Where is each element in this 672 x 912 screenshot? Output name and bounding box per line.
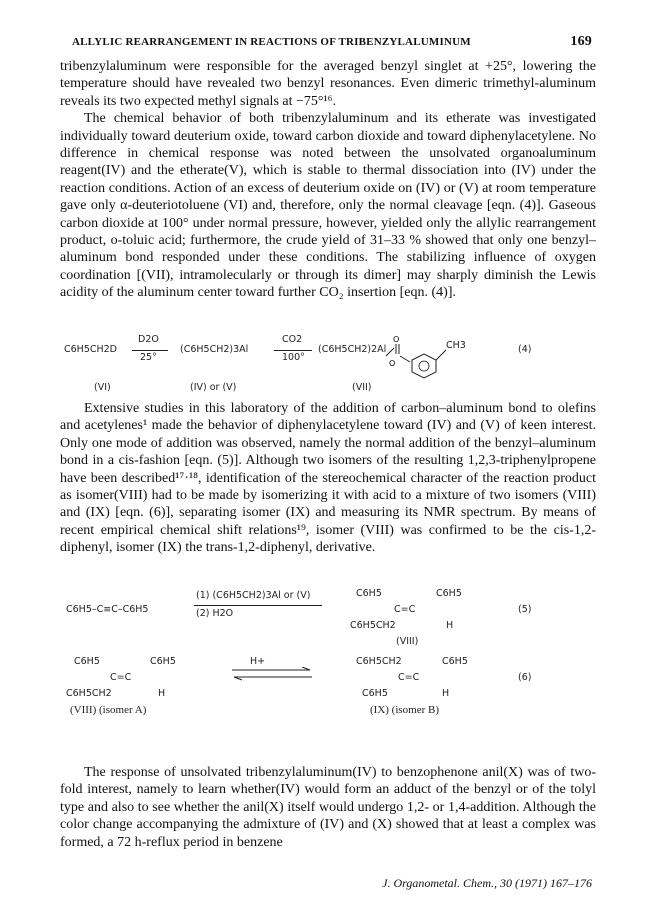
eq6-catalyst: H+ — [250, 656, 266, 667]
eq6-l-top-left: C6H5 — [74, 656, 100, 667]
eq4-reagent2-bottom: 100° — [282, 352, 305, 363]
eq4-number: (4) — [518, 344, 532, 355]
eq4-ch3: CH3 — [446, 340, 466, 351]
text-block-top — [60, 58, 596, 302]
label-viii-isomer-a: (VIII) (isomer A) — [70, 704, 147, 716]
eq4-reagent1-bottom: 25° — [140, 352, 157, 363]
eq4-reagent1-top: D2O — [138, 334, 159, 345]
eq6-r-center: C=C — [398, 672, 420, 683]
label-vii: (VII) — [352, 382, 372, 393]
text-block-bottom — [60, 764, 596, 851]
paragraph-continuation: tribenzylaluminum were responsible for the averaged benzyl singlet at +25°, lowering the temperature should have revealed two benzyl resonances. Even dimeric trimethyl-aluminum reveals its two expected methyl signals at −75°¹⁶. — [60, 59, 596, 109]
eq6-l-top-right: C6H5 — [150, 656, 176, 667]
label-vi: (VI) — [94, 382, 111, 393]
running-header — [72, 36, 592, 48]
eq5-bottom-right: H — [446, 620, 454, 631]
eq4-arrow1 — [132, 350, 168, 351]
eq6-r-top-left: C6H5CH2 — [356, 656, 402, 667]
eq5-step2: (2) H2O — [196, 608, 234, 619]
eq4-reagent2-top: CO2 — [282, 334, 303, 345]
eq6-l-bottom-left: C6H5CH2 — [66, 688, 112, 699]
eq5-top-right: C6H5 — [436, 588, 462, 599]
eq5-bottom-left: C6H5CH2 — [350, 620, 396, 631]
label-viii: (VIII) — [396, 636, 419, 647]
label-ix-isomer-b: (IX) (isomer B) — [370, 704, 440, 716]
svg-text:O: O — [389, 359, 396, 368]
eq5-left: C6H5–C≡C–C6H5 — [66, 604, 149, 615]
eq6-r-bottom-right: H — [442, 688, 450, 699]
eq6-number: (6) — [518, 672, 532, 683]
eq6-l-center: C=C — [110, 672, 132, 683]
svg-text:O: O — [393, 335, 400, 344]
eq4-arrow2 — [274, 350, 312, 351]
eq4-right: (C6H5CH2)2Al — [318, 344, 387, 355]
eq4-left: C6H5CH2D — [64, 344, 118, 355]
eq6-l-bottom-right: H — [158, 688, 166, 699]
eq4-middle: (C6H5CH2)3Al — [180, 344, 249, 355]
text-block-middle — [60, 400, 596, 557]
eq5-step1: (1) (C6H5CH2)3Al or (V) — [196, 590, 311, 601]
paragraph-benzophenone-anil: The response of unsolvated tribenzylaluminum(IV) to benzophenone anil(X) was of two-fold interest, namely to learn whether(IV) would form an adduct of the benzyl or of the tolyl type and also to see whether the anil(X) itself would undergo 1,2- or 1,4-addition. Although the color change accompanying the admixture of (IV) and (X) showed that at least a complex was formed, a 72 h-reflux period in benzene — [60, 765, 596, 850]
paragraph-chemical-behavior: The chemical behavior of both tribenzylaluminum and its etherate was investigated individually toward deuterium oxide, toward carbon dioxide and toward diphenylacetylene. No difference in chemical response was noted between the unsolvated organoaluminum reagent(IV) and the etherate(V), which is stable to thermal dissociation into (IV) under the reaction conditions. Action of an excess of deuterium oxide on (IV) or (V) at room temperature gave only α-deuteriotoluene (VI) and, therefore, only the normal cleavage [eqn. (4)]. Gaseous carbon dioxide at 100° under normal pressure, however, yielded only the allylic rearrangement product, o-toluic acid; furthermore, the crude yield of 31–33 % showed that only one benzyl–aluminum bond responded under these conditions. The stabilizing influence of oxygen coordination [(VII), intramolecularly or through its dimer] may sharply diminish the Lewis acidity of the aluminum center toward further CO₂ insertion [eqn. (4)]. — [60, 111, 596, 301]
eq5-arrow — [194, 605, 322, 606]
equilibrium-arrows — [232, 667, 312, 681]
label-iv-or-v: (IV) or (V) — [190, 382, 237, 393]
eq5-number: (5) — [518, 604, 532, 615]
eq6-r-top-right: C6H5 — [442, 656, 468, 667]
toluate-ring-drawing — [380, 332, 470, 382]
page-number: 169 — [570, 34, 592, 49]
eq6-r-bottom-left: C6H5 — [362, 688, 388, 699]
paragraph-diphenylacetylene: Extensive studies in this laboratory of the addition of carbon–aluminum bond to olefins and acetylenes¹ made the behavior of diphenylacetylene toward (IV) and (V) of keen interest. Only one mode of addition was observed, namely the normal addition of the benzyl–aluminum bond in a cis-fashion [eqn. (5)]. Although two isomers of the resulting 1,2,3-triphenylpropene have been described¹⁷·¹⁸, identification of the stereochemical character of the reaction product as isomer(VIII) had to be made by isomerizing it with acid to a mixture of two isomers (VIII) and (IX) [eqn. (6)], separating isomer (IX) and measuring its NMR spectrum. By means of recent empirical chemical shift relations¹⁹, isomer (VIII) was confirmed to be the cis-1,2-diphenyl, isomer (IX) the trans-1,2-diphenyl, derivative. — [60, 401, 596, 556]
running-title: ALLYLIC REARRANGEMENT IN REACTIONS OF TRIBENZYLALUMINUM — [72, 36, 471, 48]
journal-footer: J. Organometal. Chem., 30 (1971) 167–176 — [382, 876, 592, 890]
eq5-center: C=C — [394, 604, 416, 615]
eq5-top-left: C6H5 — [356, 588, 382, 599]
